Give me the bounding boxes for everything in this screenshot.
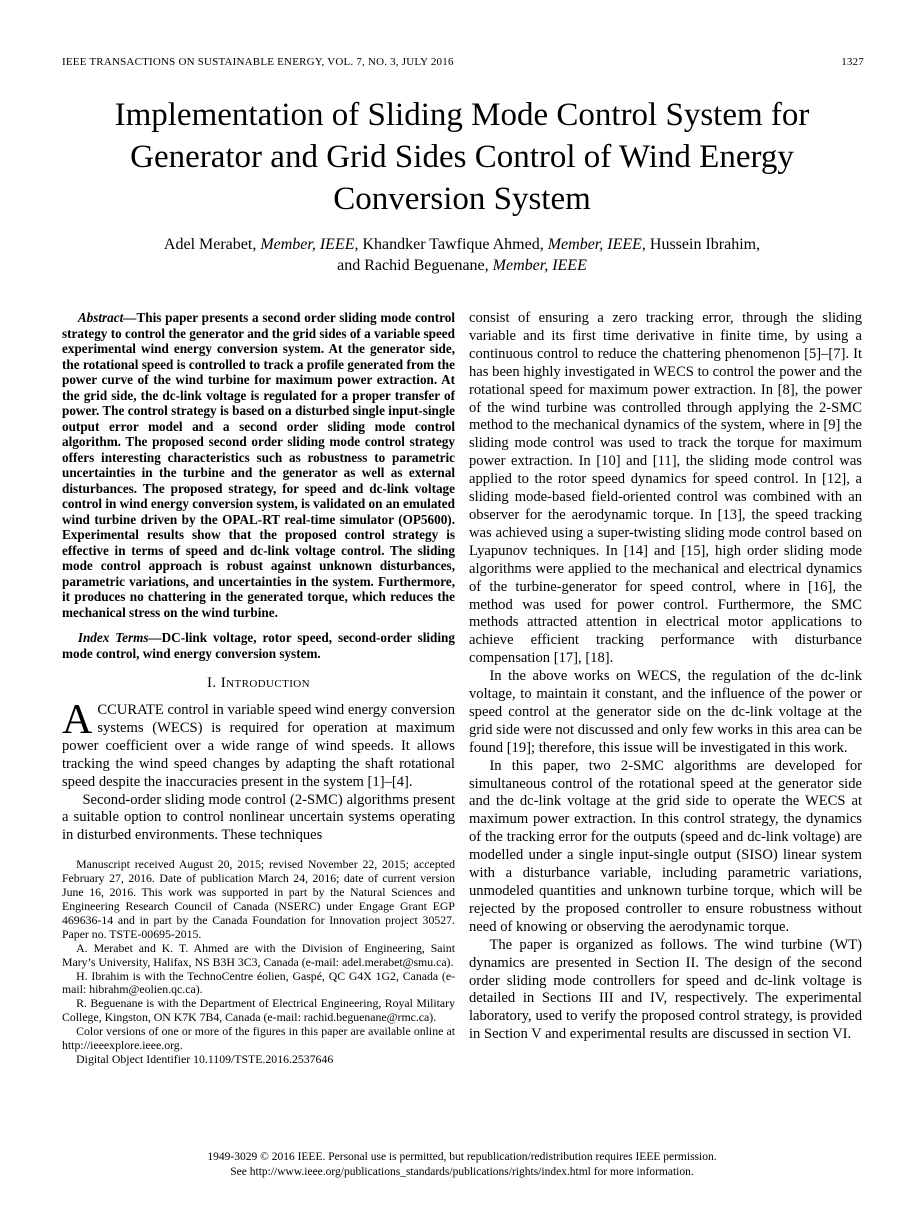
member-designation: Member, IEEE bbox=[547, 236, 642, 253]
author-name: , Khandker Tawfique Ahmed, bbox=[354, 236, 548, 253]
index-terms-text: DC-link voltage, rotor speed, second-order sliding mode control, wind energy conversion system. bbox=[62, 630, 455, 661]
right-paragraph-2: In the above works on WECS, the regulation of the dc-link voltage, to maintain it constant, and the influence of the power or speed control at the generator side on the dc-link voltage at the grid side were not discussed and only few works in this area can be found [19]; therefore, this issue will be investigated in this work. bbox=[469, 668, 862, 756]
running-header bbox=[62, 56, 864, 68]
abstract-text: This paper presents a second order sliding mode control strategy to control the generator and the grid sides of a variable speed experimental wind energy conversion system. At the generator side, the rotational speed is controlled to track a profile generated from the power curve of the wind turbine for maximum power extraction. At the grid side, the dc-link voltage is regulated for a proper transfer of power. The control strategy is based on a disturbed single input-single output error model and a second order sliding mode control algorithm. The proposed second order sliding mode control strategy offers interesting characteristics such as robustness to parametric uncertainties in the turbine and the generator as well as external disturbances. The proposed strategy, for speed and dc-link voltage control in wind energy conversion system, is validated on an emulated wind turbine driven by the OPAL-RT real-time simulator (OP5600). Experimental results show that the proposed control strategy is effective in terms of speed and dc-link voltage control. The sliding mode control approach is robust against unknown disturbances, parametric variations, and uncertainties in the system. Furthermore, it produces no chattering in the generated torque, which reduces the mechanical stress on the wind turbine. bbox=[62, 310, 455, 620]
member-designation: Member, IEEE bbox=[260, 236, 355, 253]
page-number: 1327 bbox=[841, 56, 864, 68]
abstract-label: Abstract— bbox=[77, 310, 137, 325]
footnote-affiliation-3: R. Beguenane is with the Department of Electrical Engineering, Royal Military College, Kingston, ON K7K 7B4, Canada (e-mail: rachid.beguenane@rmc.ca). bbox=[62, 996, 455, 1025]
right-paragraph-4: The paper is organized as follows. The wind turbine (WT) dynamics are presented in Section II. The design of the second order sliding mode controllers for speed and dc-link voltage is detailed in Sections III and IV, respectively. The experimental laboratory, used to verify the proposed control strategy, is provided in Section V and experimental results are discussed in section VI. bbox=[469, 936, 862, 1043]
right-paragraph-3: In this paper, two 2-SMC algorithms are developed for simultaneous control of the rotational speed at the generator side and the dc-link voltage at the grid side to operate the WECS at maximum power extraction. In this control strategy, the dynamics of the tracking error for the outputs (speed and dc-link voltage) are modelled under a single input-single output (SISO) linear system with a disturbance variable, including parametric variations, unmodeled quantities and unknown turbine torque, which will be rejected by the proposed controller to ensure robustness without need of knowing or observing the aerodynamic torque. bbox=[469, 757, 862, 935]
left-column bbox=[62, 310, 455, 1067]
drop-cap: A bbox=[62, 697, 93, 743]
author-name: and Rachid Beguenane, bbox=[337, 257, 493, 274]
copyright-line: 1949-3029 © 2016 IEEE. Personal use is permitted, but republication/redistribution requires IEEE permission. bbox=[207, 1151, 717, 1163]
author-line-2 bbox=[60, 255, 864, 276]
author-name: Adel Merabet, bbox=[163, 236, 261, 253]
index-terms-label: Index Terms— bbox=[77, 630, 162, 645]
right-column bbox=[469, 310, 862, 1067]
index-terms bbox=[62, 630, 455, 661]
footnote-affiliation-2: H. Ibrahim is with the TechnoCentre éolien, Gaspé, QC G4X 1G2, Canada (e-mail: hibrahm@eolien.qc.ca). bbox=[62, 968, 455, 997]
author-line-1 bbox=[60, 234, 864, 255]
footnote-doi: Digital Object Identifier 10.1109/TSTE.2016.2537646 bbox=[76, 1051, 334, 1066]
author-name: , Hussein Ibrahim, bbox=[641, 236, 761, 253]
member-designation: Member, IEEE bbox=[492, 257, 587, 274]
two-column-body bbox=[62, 310, 862, 1067]
intro-paragraph-1 bbox=[62, 697, 455, 792]
paper-title-line3: Conversion System bbox=[333, 181, 591, 217]
author-list bbox=[60, 234, 864, 276]
introduction-text bbox=[62, 697, 455, 845]
first-page-footnotes bbox=[62, 858, 455, 1067]
paper-title-line1: Implementation of Sliding Mode Control System for bbox=[114, 97, 810, 133]
footnote-manuscript: Manuscript received August 20, 2015; revised November 22, 2015; accepted February 27, 2016. Date of publication March 24, 2016; date of current version June 16, 2016. This work was supported in part by the Natural Sciences and Engineering Research Council of Canada (NSERC) under Engage Grant EGP 469636-14 and in part by the Canada Foundation for Innovation project 30527. Paper no. TSTE-00695-2015. bbox=[62, 857, 455, 941]
abstract bbox=[62, 310, 455, 620]
journal-name: IEEE TRANSACTIONS ON SUSTAINABLE ENERGY, VOL. 7, NO. 3, JULY 2016 bbox=[62, 56, 454, 68]
intro-paragraph-1-text: CCURATE control in variable speed wind energy conversion systems (WECS) is required for operation at maximum power coefficient over a wide range of wind speeds. It allows tracking the wind speed changes by adapting the shaft rotational speed despite the inaccuracies present in the system [1]–[4]. bbox=[62, 702, 455, 790]
copyright-footer bbox=[0, 1150, 924, 1180]
paper-title-line2: Generator and Grid Sides Control of Wind Energy bbox=[130, 139, 794, 175]
paper-title bbox=[40, 94, 884, 220]
right-paragraph-1: consist of ensuring a zero tracking error, through the sliding variable and its first time derivative in finite time, by using a continuous control to reduce the chattering phenomenon [5]–[7]. It has been highly investigated in WECS to control the power and the rotational speed for maximum power extraction. In [8], the power of the wind turbine was controlled through applying the 2-SMC method to the mechanical dynamics of the system, where in [9] the sliding mode control was used to track the torque for maximum power extraction. In [10] and [11], the sliding mode control was applied to the rotor speed dynamics for speed control. In [12], a sliding mode-based field-oriented control was combined with an observer for the aerodynamic torque. In [13], the speed tracking was achieved using a super-twisting sliding mode control based on Lyapunov techniques. In [14] and [15], high order sliding mode algorithms were applied to the mechanical and electrical dynamics of the turbine-generator for speed control, where in [16], the method was used for power control. Furthermore, the SMC methods attracted attention in electrical motor applications to achieve efficient tracking performance with disturbance compensation [17], [18]. bbox=[469, 310, 862, 667]
footnote-color-versions: Color versions of one or more of the figures in this paper are available online at http://ieeexplore.ieee.org. bbox=[62, 1024, 455, 1053]
section-heading-introduction: I. Introduction bbox=[207, 675, 310, 691]
rights-url-line: See http://www.ieee.org/publications_standards/publications/rights/index.html for more information. bbox=[230, 1166, 694, 1178]
footnote-affiliation-1: A. Merabet and K. T. Ahmed are with the Division of Engineering, Saint Mary’s University, Halifax, NS B3H 3C3, Canada (e-mail: adel.merabet@smu.ca). bbox=[62, 940, 455, 969]
intro-paragraph-2: Second-order sliding mode control (2-SMC) algorithms present a suitable option to control nonlinear uncertain systems operating in disturbed environments. These techniques bbox=[62, 791, 455, 844]
